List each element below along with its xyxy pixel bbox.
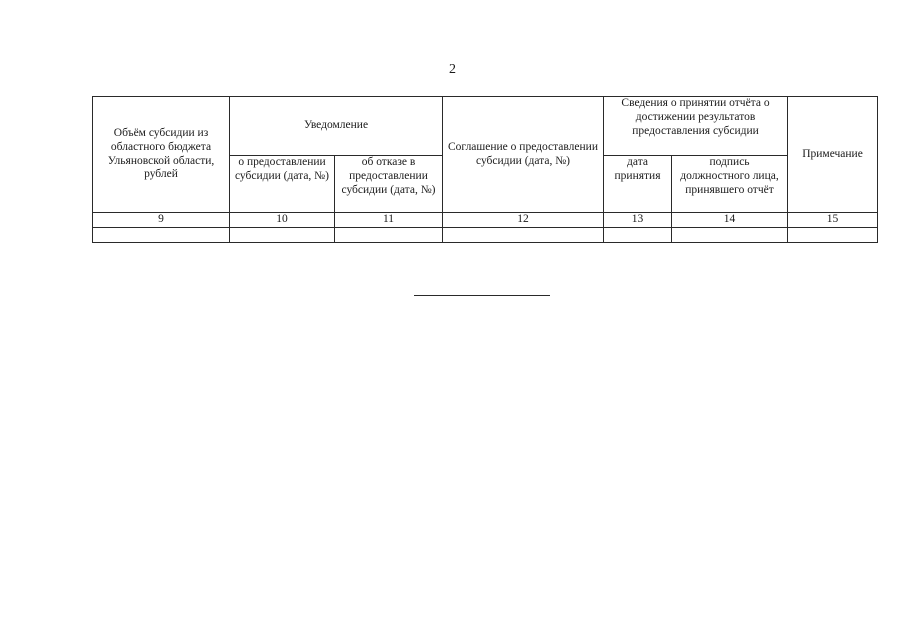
header-official-signature: подпись должностного лица, принявшего отчёт	[672, 156, 788, 213]
header-notification-grant: о предоставлении субсидии (дата, №)	[230, 156, 335, 213]
empty-cell	[230, 228, 335, 243]
header-notification-refusal: об отказе в предоставлении субсидии (дата, №)	[335, 156, 443, 213]
header-agreement: Соглашение о предоставлении субсидии (дата, №)	[443, 97, 604, 213]
column-number: 12	[443, 213, 604, 228]
column-number: 9	[93, 213, 230, 228]
column-number: 13	[604, 213, 672, 228]
column-number: 10	[230, 213, 335, 228]
header-acceptance-date: дата принятия	[604, 156, 672, 213]
header-subsidy-volume: Объём субсидии из областного бюджета Ульяновской области, рублей	[93, 97, 230, 213]
empty-cell	[672, 228, 788, 243]
table-header-row	[93, 97, 878, 156]
column-number-row	[93, 213, 878, 228]
column-number: 11	[335, 213, 443, 228]
empty-cell	[788, 228, 878, 243]
column-number: 14	[672, 213, 788, 228]
table-row	[93, 228, 878, 243]
empty-cell	[604, 228, 672, 243]
subsidy-report-table	[92, 96, 878, 243]
header-report-info: Сведения о принятии отчёта о достижении результатов предоставления субсидии	[604, 97, 788, 156]
empty-cell	[93, 228, 230, 243]
header-notification: Уведомление	[230, 97, 443, 156]
empty-cell	[443, 228, 604, 243]
empty-cell	[335, 228, 443, 243]
end-separator-line	[414, 295, 550, 296]
column-number: 15	[788, 213, 878, 228]
header-note: Примечание	[788, 97, 878, 213]
page-number: 2	[449, 62, 456, 77]
